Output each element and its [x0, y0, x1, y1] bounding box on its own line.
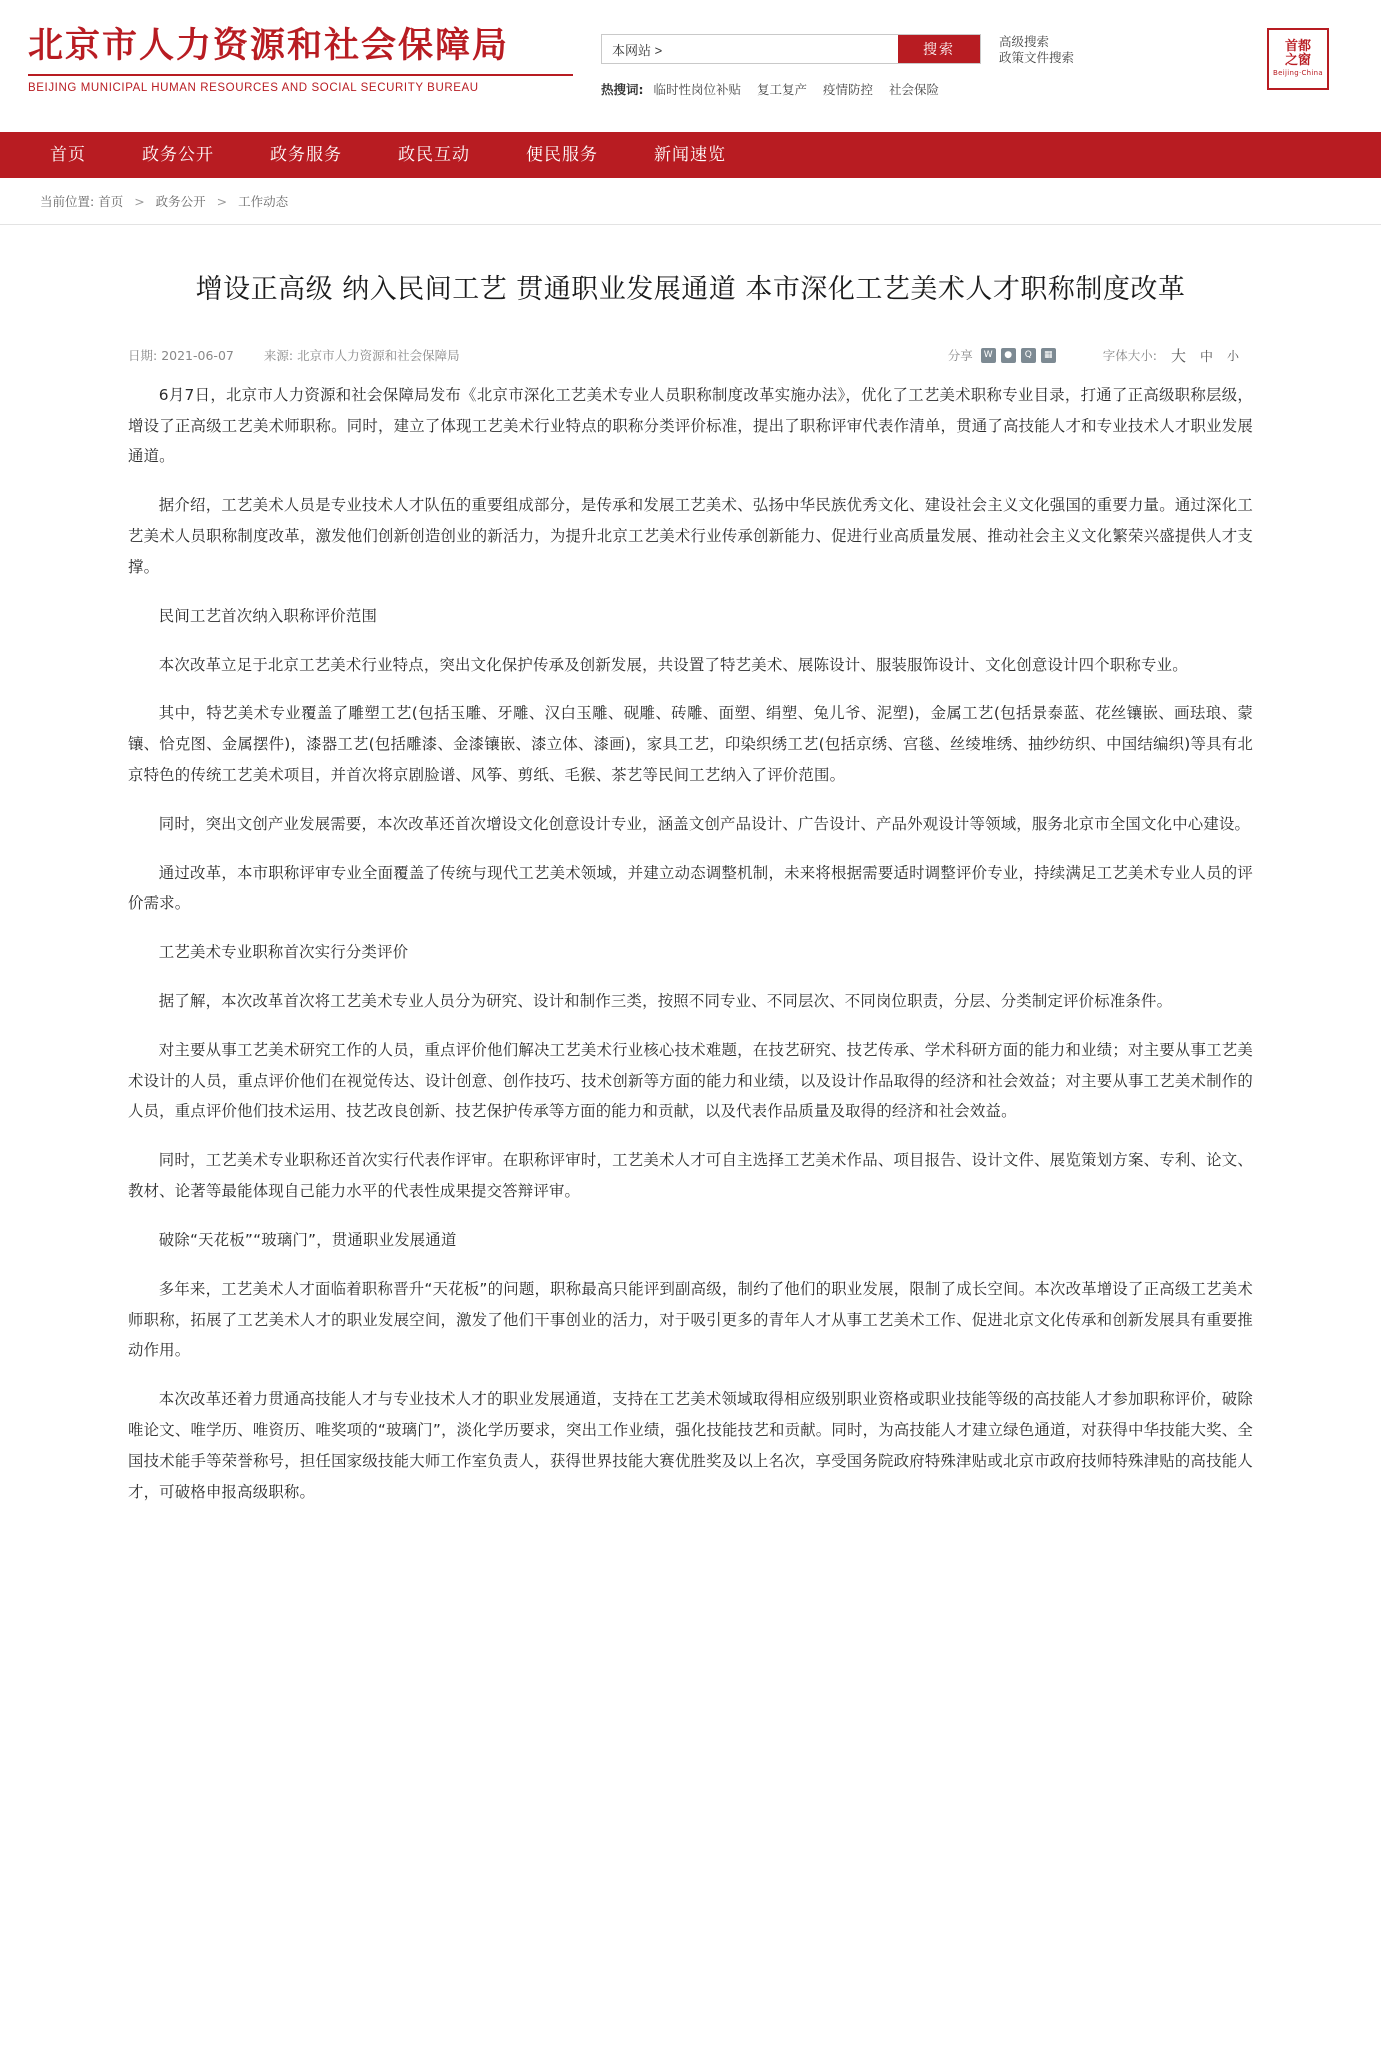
page-title: 增设正高级 纳入民间工艺 贯通职业发展通道 本市深化工艺美术人才职称制度改革: [195, 274, 1186, 305]
breadcrumb-item-home[interactable]: 首页: [98, 194, 124, 209]
fontsize-small-button[interactable]: 小: [1226, 348, 1239, 363]
wechat-icon[interactable]: ●: [1001, 348, 1016, 363]
article-subheading: 民间工艺首次纳入职称评价范围: [158, 606, 378, 625]
advanced-search-link[interactable]: 高级搜索: [999, 34, 1050, 49]
nav-item-home[interactable]: 首页: [50, 145, 86, 165]
weibo-icon[interactable]: W: [981, 348, 996, 363]
search-button[interactable]: 搜索: [898, 35, 980, 63]
hot-words-row: [601, 80, 1257, 98]
article-container: [0, 225, 1381, 1565]
article-date-value: 2021-06-07: [161, 348, 234, 364]
beijing-china-seal[interactable]: [1267, 28, 1341, 90]
article-date-label: 日期:: [128, 348, 158, 364]
article-meta: [128, 345, 1253, 380]
share-label: 分享: [947, 348, 973, 364]
article-paragraph: 本次改革立足于北京工艺美术行业特点，突出文化保护传承及创新发展，共设置了特艺美术、展陈设计、服装服饰设计、文化创意设计四个职称专业。: [158, 655, 1188, 674]
breadcrumb-item-work-updates[interactable]: 工作动态: [238, 194, 289, 209]
hot-word-link[interactable]: 复工复产: [756, 82, 807, 97]
qq-icon[interactable]: Q: [1021, 348, 1036, 363]
site-header: [0, 0, 1381, 132]
article-paragraph: 对主要从事工艺美术研究工作的人员，重点评价他们解决工艺美术行业核心技术难题，在技艺研究、技艺传承、学术科研方面的能力和业绩；对主要从事工艺美术设计的人员，重点评价他们在视觉传达、设计创意、创作技巧、技术创新等方面的能力和业绩，以及设计作品取得的经济和社会效益；对主要从事工艺美术制作的人员，重点评价他们技术运用、技艺改良创新、技艺保护传承等方面的能力和贡献，以及代表作品质量及取得的经济和社会效益。: [128, 1040, 1253, 1121]
nav-item-convenience-services[interactable]: 便民服务: [526, 145, 598, 165]
breadcrumb-item-government-affairs[interactable]: 政务公开: [155, 194, 206, 209]
brand-title-cn: 北京市人力资源和社会保障局: [28, 26, 510, 66]
hot-words-label: 热搜词:: [601, 82, 644, 97]
nav-item-government-affairs[interactable]: 政务公开: [142, 145, 214, 165]
policy-document-search-link[interactable]: 政策文件搜索: [999, 50, 1075, 65]
fontsize-label: 字体大小:: [1102, 348, 1157, 364]
nav-item-government-services[interactable]: 政务服务: [270, 145, 342, 165]
search-input[interactable]: [602, 35, 898, 63]
site-brand[interactable]: [28, 18, 573, 94]
brand-title-en: BEIJING MUNICIPAL HUMAN RESOURCES AND SOCIAL SECURITY BUREAU: [28, 74, 573, 94]
nav-item-public-interaction[interactable]: 政民互动: [398, 145, 470, 165]
article-subheading: 工艺美术专业职称首次实行分类评价: [158, 943, 409, 962]
seal-line-2: 之窗: [1284, 52, 1311, 68]
seal-icon: [1267, 28, 1329, 90]
breadcrumb-label: 当前位置:: [40, 194, 95, 209]
fontsize-medium-button[interactable]: 中: [1199, 349, 1213, 365]
hot-word-link[interactable]: 临时性岗位补贴: [653, 82, 741, 97]
search-area: [573, 18, 1257, 98]
hot-word-link[interactable]: 疫情防控: [822, 82, 873, 97]
article-paragraph: 同时，突出文创产业发展需要，本次改革还首次增设文化创意设计专业，涵盖文创产品设计、广告设计、产品外观设计等领域，服务北京市全国文化中心建设。: [158, 814, 1251, 833]
search-box[interactable]: [601, 34, 981, 64]
article-source: [264, 346, 460, 364]
share-icons: [981, 348, 1061, 363]
article-meta-right: [948, 345, 1253, 366]
advanced-search-links: [999, 34, 1074, 66]
fontsize-large-button[interactable]: 大: [1170, 346, 1186, 365]
article-meta-left: [128, 346, 460, 364]
article-paragraph: 据了解，本次改革首次将工艺美术专业人员分为研究、设计和制作三类，按照不同专业、不同层次、不同岗位职责，分层、分类制定评价标准条件。: [158, 992, 1173, 1011]
seal-subtitle: Beijing·China: [1273, 69, 1323, 78]
article-source-label: 来源:: [263, 348, 294, 364]
breadcrumb-separator: >: [134, 194, 145, 209]
main-nav: [0, 132, 1381, 178]
article-body: [128, 380, 1253, 1508]
article-paragraph: 本次改革还着力贯通高技能人才与专业技术人才的职业发展通道，支持在工艺美术领域取得相应级别职业资格或职业技能等级的高技能人才参加职称评价，破除唯论文、唯学历、唯资历、唯奖项的“玻璃门”，淡化学历要求，突出工作业绩，强化技能技艺和贡献。同时，为高技能人才建立绿色通道，对获得中华技能大奖、全国技术能手等荣誉称号，担任国家级技能大师工作室负责人，获得世界技能大赛优胜奖及以上名次，享受国务院政府特殊津贴或北京市政府技师特殊津贴的高技能人才，可破格申报高级职称。: [128, 1390, 1253, 1501]
article-source-value: 北京市人力资源和社会保障局: [297, 348, 460, 364]
article-paragraph: 据介绍，工艺美术人员是专业技术人才队伍的重要组成部分，是传承和发展工艺美术、弘扬中华民族优秀文化、建设社会主义文化强国的重要力量。通过深化工艺美术人员职称制度改革，激发他们创新创造创业的新活力，为提升北京工艺美术行业传承创新能力、促进行业高质量发展、推动社会主义文化繁荣兴盛提供人才支撑。: [128, 496, 1253, 576]
breadcrumb-separator: >: [216, 194, 228, 209]
article-paragraph: 多年来，工艺美术人才面临着职称晋升“天花板”的问题，职称最高只能评到副高级，制约了他们的职业发展，限制了成长空间。本次改革增设了正高级工艺美术师职称，拓展了工艺美术人才的职业发展空间，激发了他们干事创业的活力，对于吸引更多的青年人才从事工艺美术工作、促进北京文化传承和创新发展具有重要推动作用。: [128, 1279, 1253, 1360]
hot-word-link[interactable]: 社会保险: [888, 82, 939, 97]
breadcrumb: [0, 178, 1381, 225]
article-paragraph: 其中，特艺美术专业覆盖了雕塑工艺(包括玉雕、牙雕、汉白玉雕、砚雕、砖雕、面塑、绢塑、兔儿爷、泥塑)，金属工艺(包括景泰蓝、花丝镶嵌、画珐琅、蒙镶、恰克图、金属摆件)，漆器工艺(包括雕漆、金漆镶嵌、漆立体、漆画)，家具工艺，印染织绣工艺(包括京绣、宫毯、丝绫堆绣、抽纱纺织、中国结编织)等具有北京特色的传统工艺美术项目，并首次将京剧脸谱、风筝、剪纸、毛猴、茶艺等民间工艺纳入了评价范围。: [128, 704, 1253, 784]
nav-item-news[interactable]: 新闻速览: [654, 145, 726, 165]
article-paragraph: 同时，工艺美术专业职称还首次实行代表作评审。在职称评审时，工艺美术人才可自主选择工艺美术作品、项目报告、设计文件、展览策划方案、专利、论文、教材、论著等最能体现自己能力水平的代表性成果提交答辩评审。: [128, 1151, 1253, 1201]
qrcode-icon[interactable]: ▦: [1041, 348, 1056, 363]
search-row: [601, 34, 1257, 66]
seal-line-1: 首都: [1284, 39, 1311, 55]
article-paragraph: 通过改革，本市职称评审专业全面覆盖了传统与现代工艺美术领域，并建立动态调整机制，未来将根据需要适时调整评价专业，持续满足工艺美术专业人员的评价需求。: [128, 863, 1253, 913]
article-date: [128, 346, 234, 364]
article-subheading: 破除“天花板”“玻璃门”，贯通职业发展通道: [158, 1230, 457, 1249]
article-paragraph: 6月7日，北京市人力资源和社会保障局发布《北京市深化工艺美术专业人员职称制度改革实施办法》，优化了工艺美术职称专业目录，打通了正高级职称层级，增设了正高级工艺美术师职称。同时，建立了体现工艺美术行业特点的职称分类评价标准，提出了职称评审代表作清单，贯通了高技能人才和专业技术人才职业发展通道。: [128, 385, 1253, 466]
